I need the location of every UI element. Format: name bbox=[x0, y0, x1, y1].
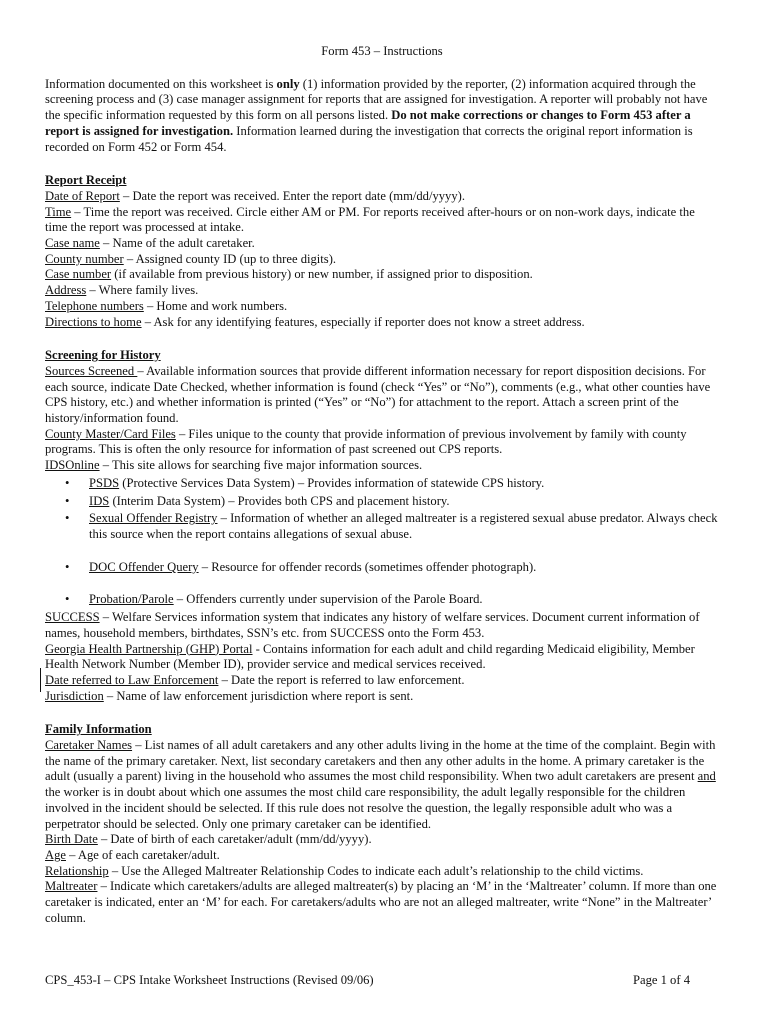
ids-source-list bbox=[45, 476, 719, 608]
section-report-receipt bbox=[45, 173, 719, 330]
footer-form-id: CPS_453-I – CPS Intake Worksheet Instructions (Revised 09/06) bbox=[45, 973, 374, 987]
field-age: Age – Age of each caretaker/adult. bbox=[45, 847, 220, 862]
list-item: • Sexual Offender Registry – Information of whether an alleged maltreater is a registered sexual abuse predator. Always check this source when the report contains allegations of sexual abuse. bbox=[89, 511, 719, 542]
document-page bbox=[45, 44, 719, 926]
list-item: • IDS (Interim Data System) – Provides both CPS and placement history. bbox=[89, 494, 719, 510]
field-law-enforcement: Date referred to Law Enforcement – Date the report is referred to law enforcement. bbox=[45, 672, 465, 687]
section-heading: Screening for History bbox=[45, 348, 161, 363]
field-idsonline: IDSOnline – This site allows for searching five major information sources. bbox=[45, 458, 423, 473]
field-relationship: Relationship – Use the Alleged Maltreater Relationship Codes to indicate each adult’s relationship to the child victims. bbox=[45, 863, 644, 878]
field-time: Time – Time the report was received. Circle either AM or PM. For reports received after-hours or on non-work days, indicate the time the report was processed at intake. bbox=[45, 204, 695, 235]
field-address: Address – Where family lives. bbox=[45, 283, 199, 298]
footer-page-number: Page 1 of 4 bbox=[632, 973, 690, 987]
section-heading: Report Receipt bbox=[45, 173, 127, 188]
field-success: SUCCESS – Welfare Services information system that indicates any history of welfare services. Document current information of names, household members, birthdates, SSN’s etc. from SUCCESS onto the Form 453. bbox=[45, 610, 700, 640]
field-ghp-portal: Georgia Health Partnership (GHP) Portal - Contains information for each adult and child regarding Medicaid eligibility, Member Health Network Number (Member ID), provider service and medical services received. bbox=[45, 641, 695, 672]
page-title: Form 453 – Instructions bbox=[321, 44, 443, 58]
field-telephone: Telephone numbers – Home and work numbers. bbox=[45, 298, 288, 313]
field-county-number: County number – Assigned county ID (up to three digits). bbox=[45, 251, 337, 266]
field-jurisdiction: Jurisdiction – Name of law enforcement jurisdiction where report is sent. bbox=[45, 688, 414, 703]
field-sources-screened: Sources Screened – Available information sources that provide different information necessary for report disposition decisions. For each source, indicate Date Checked, whether information is found (check “Yes” or “No”), comments (e.g., what other counties have CPS history, etc.) and whether information is printed (“Yes” or “No”) for attachment to the report. Attach a screen print of the history/information found. bbox=[45, 363, 711, 426]
field-county-master: County Master/Card Files – Files unique to the county that provide information of previous involvement by family with county programs. This is often the only resource for information of past screened out CPS reports. bbox=[45, 426, 687, 457]
section-family bbox=[45, 722, 719, 926]
list-item: • Probation/Parole – Offenders currently under supervision of the Parole Board. bbox=[89, 592, 719, 608]
list-item: • DOC Offender Query – Resource for offender records (sometimes offender photograph). bbox=[89, 560, 719, 576]
field-birth-date: Birth Date – Date of birth of each caretaker/adult (mm/dd/yyyy). bbox=[45, 832, 372, 847]
section-heading: Family Information bbox=[45, 722, 152, 737]
field-case-number: Case number (if available from previous history) or new number, if assigned prior to disposition. bbox=[45, 267, 533, 282]
field-directions: Directions to home – Ask for any identifying features, especially if reporter does not know a street address. bbox=[45, 314, 585, 329]
field-maltreater: Maltreater – Indicate which caretakers/adults are alleged maltreater(s) by placing an ‘M’ in the ‘Maltreater’ column. If more than one caretaker is indicated, enter an ‘M’ for each. For caretakers/adults who are not an alleged maltreater, write “None” in the Maltreater’ column. bbox=[45, 879, 717, 925]
intro-only: only bbox=[276, 76, 300, 91]
intro-paragraph: Information documented on this worksheet is only (1) information provided by the reporter, (2) information acquired through the screening process and (3) case manager assignment for reports that are assigned for investigation. A reporter will probably not have the specific information requested by this form on all persons listed. Do not make corrections or changes to Form 453 after a report is assigned for investigation. Information learned during the investigation that corrects the original report information is recorded on Form 452 or Form 454. bbox=[45, 76, 708, 154]
field-date-of-report: Date of Report – Date the report was received. Enter the report date (mm/dd/yyyy). bbox=[45, 188, 465, 203]
section-screening bbox=[45, 348, 719, 704]
intro-warning: Do not make corrections or changes to Form 453 after a report is assigned for investigation. bbox=[45, 108, 691, 138]
revision-bar bbox=[40, 668, 41, 692]
list-item: • PSDS (Protective Services Data System) – Provides information of statewide CPS history. bbox=[89, 476, 719, 492]
field-case-name: Case name – Name of the adult caretaker. bbox=[45, 236, 255, 251]
field-caretaker-names: Caretaker Names – List names of all adult caretakers and any other adults living in the home at the time of the complaint. Begin with the name of the primary caretaker. Next, list secondary caretakers and then any other adults in the home. A primary caretaker is the adult (usually a parent) living in the household who assumes the most child responsibility. When two adult caretakers are present and the worker is in doubt about which one assumes the most child care responsibility, the adult legally responsible for the children involved in the incident should be selected. If this rule does not resolve the question, the legally responsible adult who was a perpetrator should be selected. Only one primary caretaker can be identified. bbox=[45, 738, 716, 831]
page-footer bbox=[45, 973, 690, 988]
